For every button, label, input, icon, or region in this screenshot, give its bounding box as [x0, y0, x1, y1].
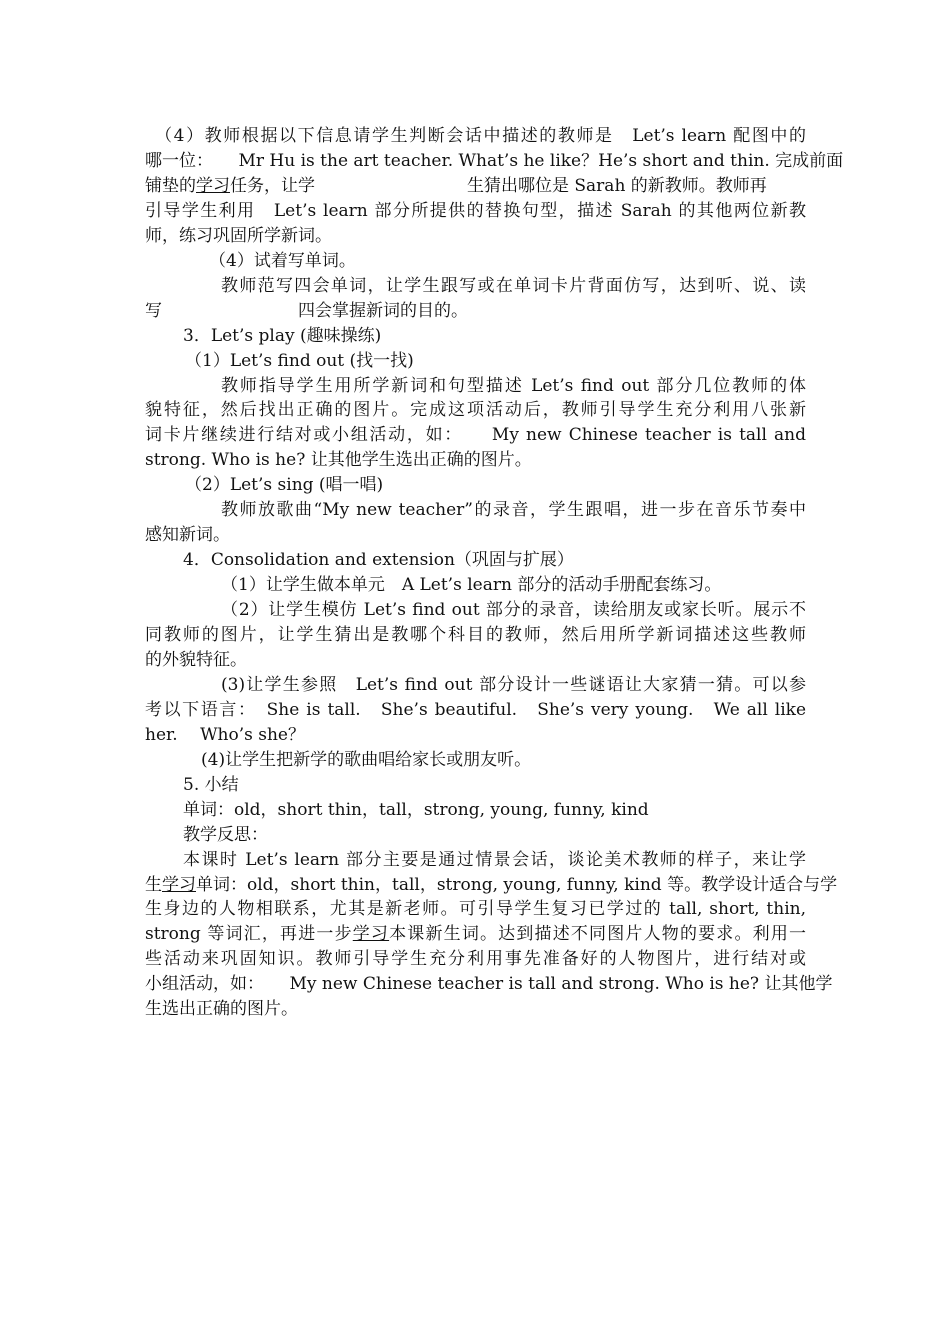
underlined-word: 学习	[352, 924, 390, 945]
text-line: 貌特征，然后找出正确的图片。完成这项活动后，教师引导学生充分利用八张新	[145, 400, 806, 421]
text-line: 教师指导学生用所学新词和句型描述 Let’s find out 部分几位教师的体	[221, 375, 806, 396]
text-line: 小组活动，如： My new Chinese teacher is tall and strong. Who is he? 让其他学	[145, 974, 833, 995]
text-line: （2）让学生模仿 Let’s find out 部分的录音，读给朋友或家长听。展示不	[221, 600, 806, 621]
text-segment: 铺垫的	[145, 175, 196, 196]
text-line: 引导学生利用 Let’s learn 部分所提供的替换句型，描述 Sarah 的其他两位新教	[145, 200, 806, 221]
text-line: 本课时 Let’s learn 部分主要是通过情景会话，谈论美术教师的样子，来让学	[183, 849, 806, 870]
text-line: (3)让学生参照 Let’s find out 部分设计一些谜语让大家猜一猜。可以参	[221, 674, 806, 695]
text-segment: 任务，让学	[230, 175, 315, 196]
text-line: 同教师的图片，让学生猜出是教哪个科目的教师，然后用所学新词描述这些教师	[145, 625, 806, 645]
text-line: 教学反思：	[183, 824, 268, 845]
text-line: 教师范写四会单词，让学生跟写或在单词卡片背面仿写，达到听、说、读	[221, 275, 806, 296]
text-line: 感知新词。	[145, 525, 230, 546]
underlined-word: 学习	[196, 175, 230, 196]
text-line: （4）试着写单词。	[209, 250, 356, 271]
text-line: 生身边的人物相联系，尤其是新老师。可引导学生复习已学过的 tall, short, thin,	[145, 899, 806, 920]
text-line: 师，练习巩固所学新词。	[145, 225, 332, 246]
text-segment: 生	[145, 874, 162, 895]
text-line: 5. 小结	[183, 774, 239, 795]
text-segment: strong 等词汇，再进一步	[145, 924, 353, 945]
text-line: 写 四会掌握新词的目的。	[145, 300, 468, 321]
text-line: 的外貌特征。	[145, 649, 247, 670]
text-line: （1）Let’s find out (找一找)	[185, 350, 414, 371]
text-line	[145, 873, 838, 898]
text-line: 哪一位： Mr Hu is the art teacher. What’s he like？He’s short and thin. 完成前面	[145, 150, 844, 171]
text-segment: 本课新生词。达到描述不同图片人物的要求。利用一	[389, 924, 807, 945]
text-line: 些活动来巩固知识。教师引导学生充分利用事先准备好的人物图片，进行结对或	[145, 949, 806, 970]
text-segment: 生猜出哪位是 Sarah 的新教师。教师再	[467, 175, 767, 196]
text-line: her. Who’s she？	[145, 724, 305, 745]
text-line: （1）让学生做本单元 A Let’s learn 部分的活动手册配套练习。	[221, 575, 722, 596]
text-line	[145, 174, 806, 199]
text-line: 考以下语言： She is tall. She’s beautiful. She’s very young. We all like	[145, 699, 806, 720]
text-line: strong. Who is he? 让其他学生选出正确的图片。	[145, 450, 532, 471]
text-line: 教师放歌曲“My new teacher”的录音，学生跟唱，进一步在音乐节奏中	[221, 500, 806, 521]
text-line: 3．Let’s play (趣味操练)	[183, 325, 382, 346]
text-line: 词卡片继续进行结对或小组活动，如： My new Chinese teacher is tall and	[145, 425, 806, 446]
text-line: 4．Consolidation and extension（巩固与扩展）	[183, 550, 574, 571]
text-line: (4)让学生把新学的歌曲唱给家长或朋友听。	[201, 749, 532, 770]
underlined-word: 学习	[162, 874, 196, 895]
text-line: （4）教师根据以下信息请学生判断会话中描述的教师是 Let’s learn 配图中的	[145, 126, 806, 146]
text-line: 生选出正确的图片。	[145, 999, 298, 1020]
text-line	[145, 922, 806, 947]
text-segment: 单词：old，short thin，tall，strong, young, funny, kind 等。教学设计适合与学	[196, 874, 838, 895]
text-line: 单词：old，short thin，tall，strong, young, funny, kind	[183, 799, 649, 820]
text-line: （2）Let’s sing (唱一唱)	[185, 475, 384, 496]
